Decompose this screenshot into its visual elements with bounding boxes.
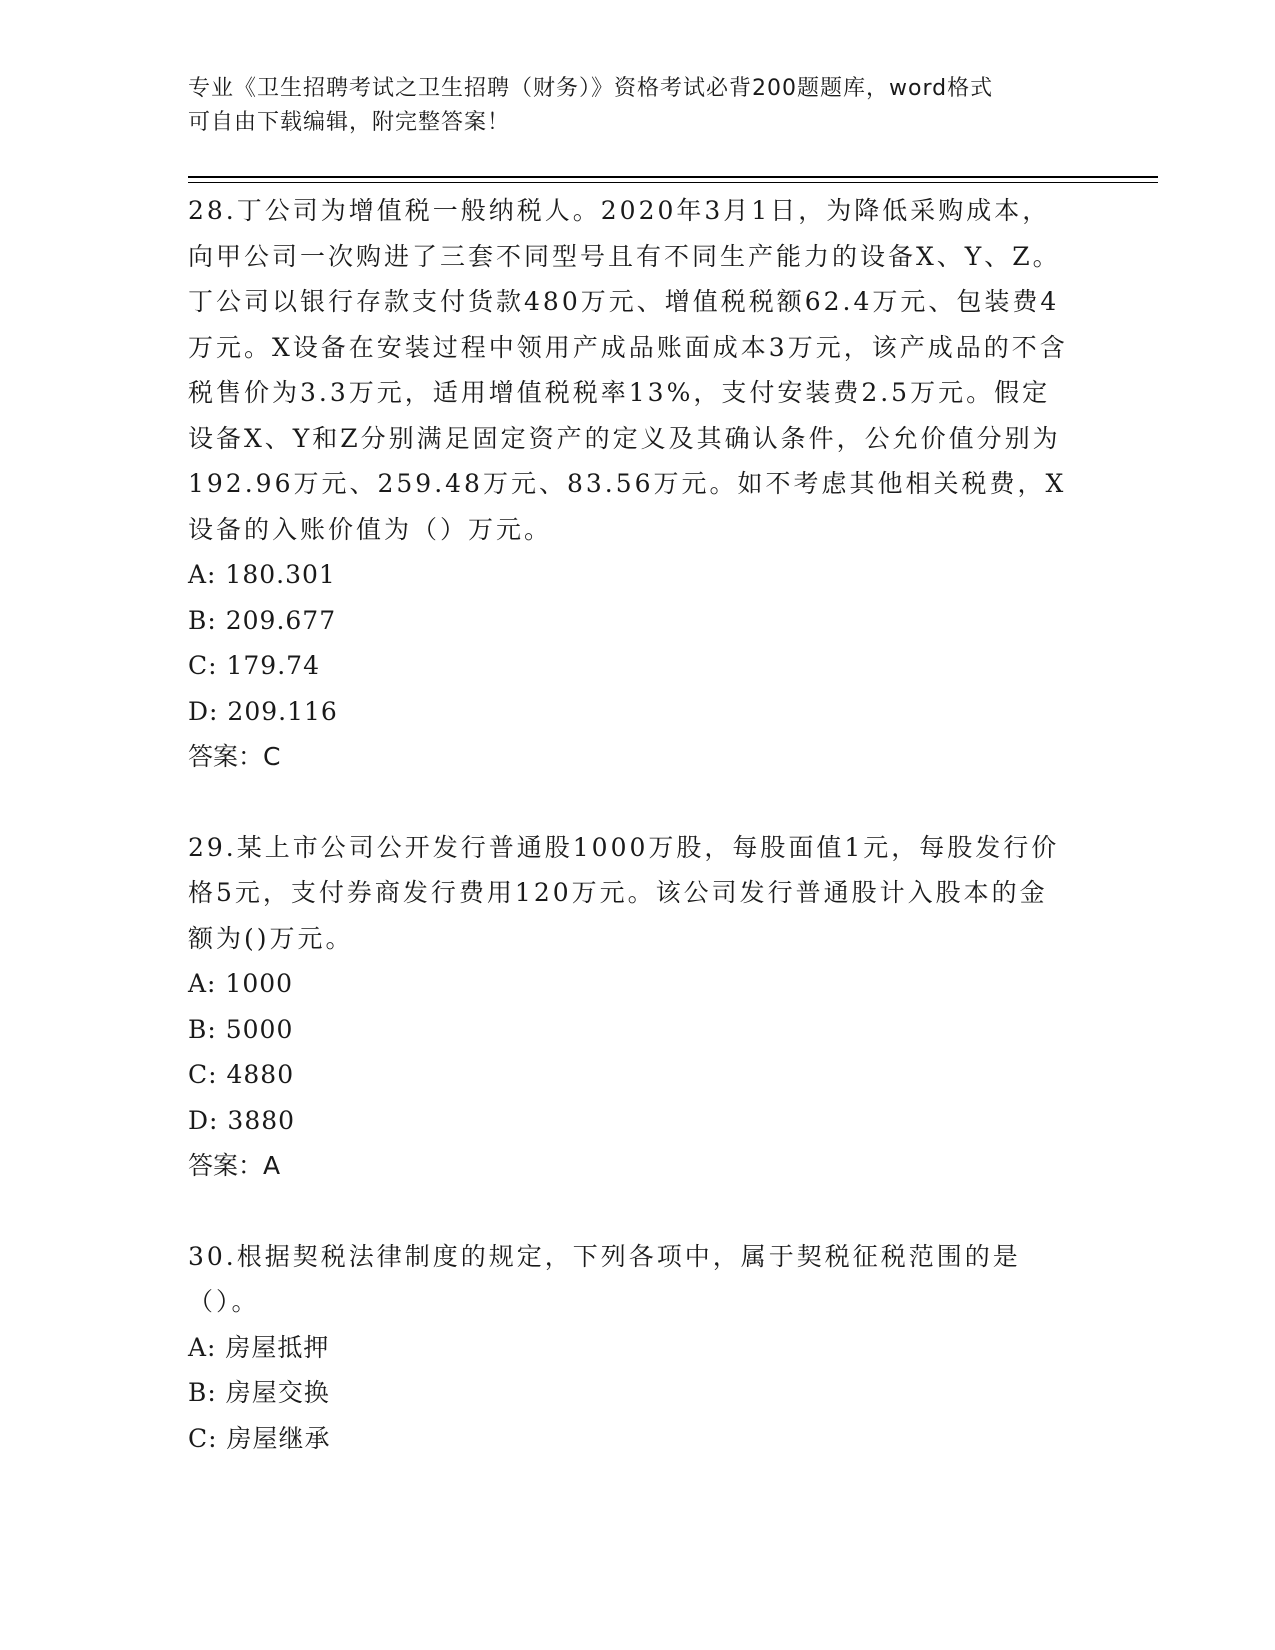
document-header [188, 72, 1068, 140]
option-b: B: 5000 [188, 1014, 294, 1044]
option-d: D: 3880 [188, 1105, 296, 1135]
header-line-1: 专业《卫生招聘考试之卫生招聘（财务）》资格考试必背200题题库，word格式 [188, 76, 994, 101]
question-spacer [188, 780, 1068, 825]
question-text: 28.丁公司为增值税一般纳税人。2020年3月1日，为降低采购成本，向甲公司一次购进了三套不同型号且有不同生产能力的设备X、Y、Z。丁公司以银行存款支付货款480万元、增值税税额62.4万元、包装费4万元。X设备在安装过程中领用产成品账面成本3万元，该产成品的不含税售价为3.3万元，适用增值税税率13%，支付安装费2.5万元。假定设备X、Y和Z分别满足固定资产的定义及其确认条件，公允价值分别为192.96万元、259.48万元、83.56万元。如不考虑其他相关税费，X设备的入账价值为（）万元。 [188, 196, 1068, 544]
option-a: A: 180.301 [188, 560, 336, 589]
option-c: C: 房屋继承 [188, 1423, 331, 1453]
option-b: B: 房屋交换 [188, 1378, 330, 1407]
answer-label: 答案：C [188, 742, 281, 771]
question-text: 30.根据契税法律制度的规定，下列各项中，属于契税征税范围的是（）。 [188, 1241, 1021, 1316]
option-a: A: 房屋抵押 [188, 1332, 330, 1362]
header-divider-thick [188, 176, 1158, 178]
option-c: C: 179.74 [188, 651, 320, 680]
header-line-2: 可自由下载编辑，附完整答案！ [188, 110, 511, 135]
question-text: 29.某上市公司公开发行普通股1000万股，每股面值1元，每股发行价格5元，支付券商发行费用120万元。该公司发行普通股计入股本的金额为()万元。 [188, 832, 1060, 953]
option-d: D: 209.116 [188, 696, 338, 726]
header-divider-thin [188, 182, 1158, 183]
question-29 [188, 825, 1068, 1189]
option-b: B: 209.677 [188, 605, 337, 635]
option-c: C: 4880 [188, 1060, 295, 1089]
question-list [188, 188, 1068, 1461]
question-spacer [188, 1189, 1068, 1234]
question-28 [188, 188, 1068, 780]
question-30 [188, 1234, 1068, 1462]
option-a: A: 1000 [188, 969, 294, 998]
answer-label: 答案：A [188, 1151, 281, 1180]
